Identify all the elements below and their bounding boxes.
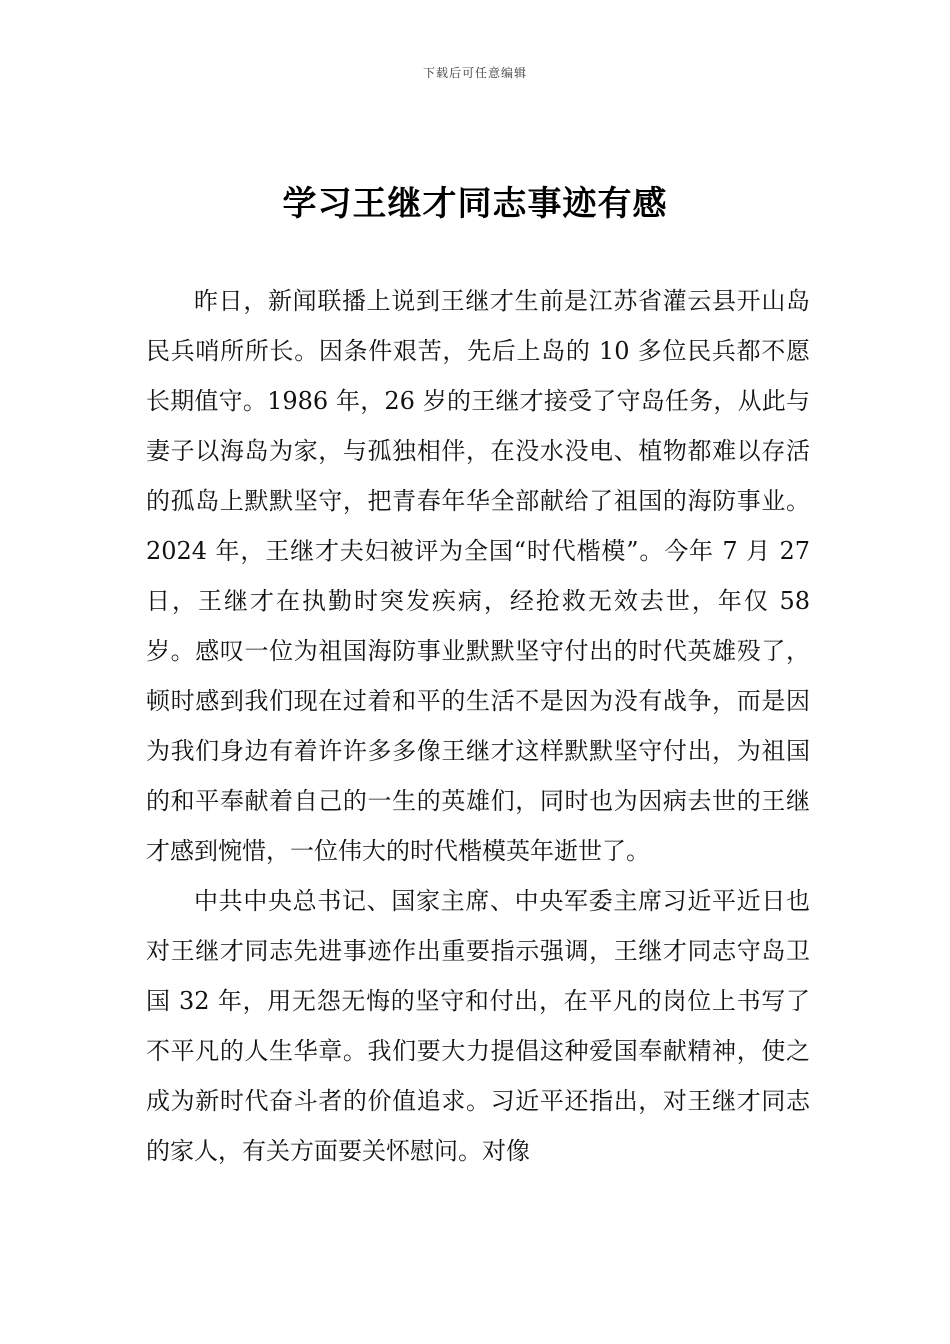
page-header-note: 下载后可任意编辑 xyxy=(422,66,527,80)
document-body xyxy=(146,276,810,1176)
paragraph-1: 昨日，新闻联播上说到王继才生前是江苏省灌云县开山岛民兵哨所所长。因条件艰苦，先后上岛的 10 多位民兵都不愿长期值守。1986 年，26 岁的王继才接受了守岛任务，从此与妻子以海岛为家，与孤独相伴，在没水没电、植物都难以存活的孤岛上默默坚守，把青春年华全部献给了祖国的海防事业。2024 年，王继才夫妇被评为全国“时代楷模”。今年 7 月 27 日，王继才在执勤时突发疾病，经抢救无效去世，年仅 58 岁。感叹一位为祖国海防事业默默坚守付出的时代英雄殁了，顿时感到我们现在过着和平的生活不是因为没有战争，而是因为我们身边有着许许多多像王继才这样默默坚守付出，为祖国的和平奉献着自己的一生的英雄们，同时也为因病去世的王继才感到惋惜，一位伟大的时代楷模英年逝世了。 xyxy=(146,287,810,865)
paragraph-2: 中共中央总书记、国家主席、中央军委主席习近平近日也对王继才同志先进事迹作出重要指示强调，王继才同志守岛卫国 32 年，用无怨无悔的坚守和付出，在平凡的岗位上书写了不平凡的人生华章。我们要大力提倡这种爱国奉献精神，使之成为新时代奋斗者的价值追求。习近平还指出，对王继才同志的家人，有关方面要关怀慰问。对像 xyxy=(146,887,810,1165)
document-title: 学习王继才同志事迹有感 xyxy=(282,184,668,224)
